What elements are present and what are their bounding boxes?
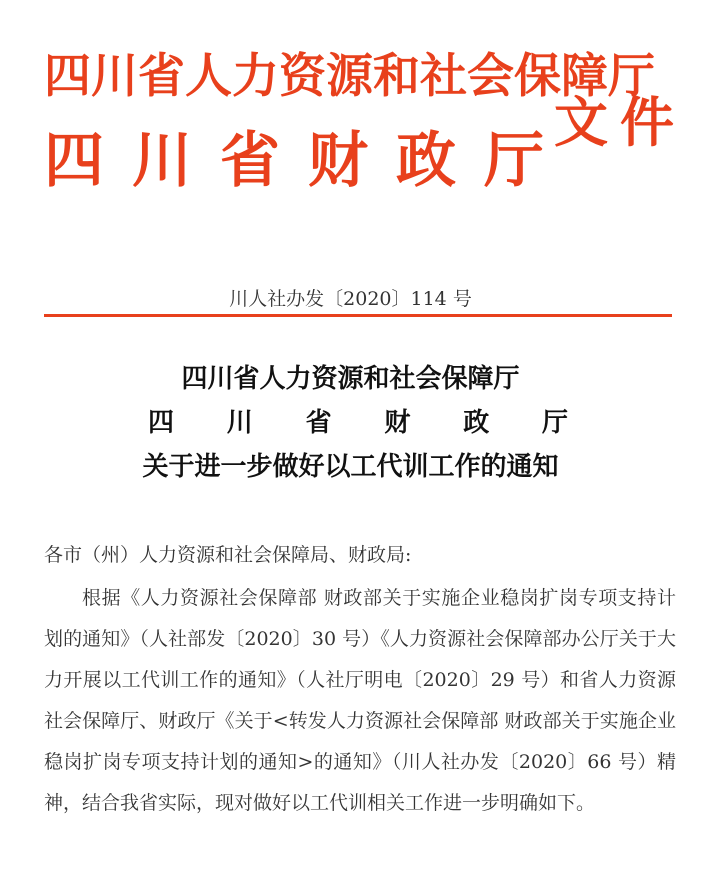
issuing-org-line-2 [44, 118, 544, 194]
title-char: 财 [384, 408, 411, 438]
red-divider-line [44, 314, 672, 317]
masthead-char: 厅 [608, 48, 655, 104]
document-number: 川人社办发〔2020〕114 号 [229, 288, 472, 310]
masthead-char: 源 [326, 48, 373, 104]
masthead-char: 四 [44, 126, 104, 196]
masthead-char: 资 [279, 48, 326, 104]
title-line-1: 四川省人力资源和社会保障厅 [181, 364, 520, 394]
issuing-org-line-1 [44, 34, 655, 110]
masthead-char: 力 [232, 48, 279, 104]
salutation: 各市（州）人力资源和社会保障局、财政局: [44, 544, 412, 566]
masthead-char: 川 [91, 48, 138, 104]
masthead-char: 保 [514, 48, 561, 104]
masthead-char: 障 [561, 48, 608, 104]
masthead-char: 厅 [484, 126, 544, 196]
body-paragraph: 根据《人力资源社会保障部 财政部关于实施企业稳岗扩岗专项支持计划的通知》（人社部发〔2020〕30 号）《人力资源社会保障部办公厅关于大力开展以工代训工作的通知》（人社厅明电〔2020〕29 号）和省人力资源社会保障厅、财政厅《关于<转发人力资源社会保障部 财政部关于实施企业稳岗扩岗专项支持计划的通知>的通知》（川人社办发〔2020〕66 号）精神，结合我省实际，现对做好以工代训相关工作进一步明确如下。 [44, 587, 676, 814]
masthead-char: 川 [132, 126, 192, 196]
masthead-char: 件 [620, 90, 674, 154]
masthead-char: 省 [138, 48, 185, 104]
title-line-2 [148, 405, 568, 441]
masthead-char: 省 [220, 126, 280, 196]
title-char: 省 [305, 408, 332, 438]
title-char: 四 [148, 408, 175, 438]
masthead-char: 和 [373, 48, 420, 104]
masthead-char: 文 [554, 90, 608, 154]
masthead-char: 财 [308, 126, 368, 196]
title-char: 厅 [541, 408, 568, 438]
masthead-char: 政 [396, 126, 456, 196]
masthead-char: 四 [44, 48, 91, 104]
document-masthead [0, 0, 701, 250]
title-line-3: 关于进一步做好以工代训工作的通知 [142, 452, 559, 482]
title-char: 川 [226, 408, 253, 438]
masthead-char: 人 [185, 48, 232, 104]
title-char: 政 [463, 408, 490, 438]
masthead-suffix [554, 78, 674, 158]
masthead-char: 会 [467, 48, 514, 104]
masthead-char: 社 [420, 48, 467, 104]
